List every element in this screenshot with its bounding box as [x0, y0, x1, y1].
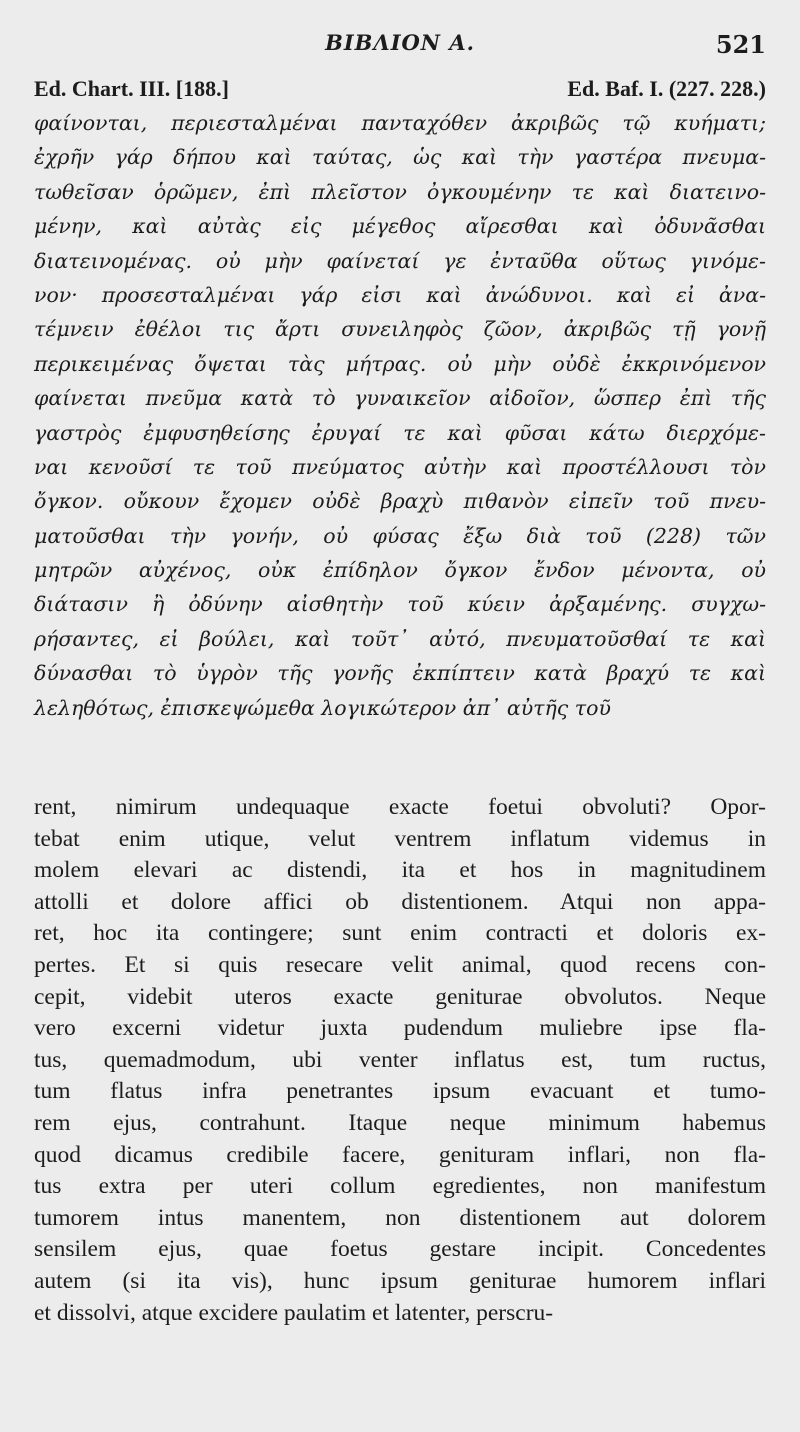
latin-text-line: vero excerni videtur juxta pudendum muliebre ipse fla- — [34, 1015, 766, 1042]
greek-text-line: ματοῦσθαι τὴν γονήν, οὐ φύσας ἔξω διὰ τοῦ (228) τῶν — [34, 523, 766, 548]
greek-text-line: ἐχρῆν γάρ δήπου καὶ ταύτας, ὡς καὶ τὴν γαστέρα πνευμα- — [34, 145, 766, 170]
greek-text-line: διατεινομένας. οὐ μὴν φαίνεταί γε ἐνταῦθα οὕτως γινόμε- — [34, 248, 766, 273]
latin-text-line: autem (si ita vis), hunc ipsum geniturae humorem inflari — [34, 1267, 766, 1294]
edition-reference-basel: Ed. Baf. I. (227. 228.) — [567, 76, 766, 101]
latin-text-line: cepit, videbit uteros exacte geniturae obvolutos. Neque — [34, 983, 766, 1010]
latin-text-line: tumorem intus manentem, non distentionem aut dolorem — [34, 1204, 766, 1231]
greek-text-line: μητρῶν αὐχένος, οὐκ ἐπίδηλον ὄγκον ἔνδον μένοντα, οὐ — [34, 558, 766, 583]
greek-text-line: νον· προσεσταλμέναι γάρ εἰσι καὶ ἀνώδυνοι. καὶ εἰ ἀνα- — [34, 282, 766, 307]
greek-text-line: γαστρὸς ἐμφυσηθείσης ἐρυγαί τε καὶ φῦσαι κάτω διερχόμε- — [34, 420, 766, 445]
greek-text-line: ὄγκον. οὔκουν ἔχομεν οὐδὲ βραχὺ πιθανὸν εἰπεῖν τοῦ πνευ- — [34, 489, 766, 514]
greek-text-line: μένην, καὶ αὐτὰς εἰς μέγεθος αἴρεσθαι καὶ ὀδυνᾶσθαι — [34, 214, 766, 239]
latin-text-block — [34, 792, 766, 1329]
greek-text-line: διάτασιν ἢ ὀδύνην αἰσθητὴν τοῦ κύειν ἀρξαμένης. συγχω- — [34, 592, 766, 617]
running-head: ΒΙΒΛΙΟΝ Α. — [325, 30, 475, 55]
latin-text-line: pertes. Et si quis resecare velit animal, quod recens con- — [34, 951, 766, 978]
edition-reference-chartier: Ed. Chart. III. [188.] — [34, 76, 229, 101]
latin-text-line: attolli et dolore affici ob distentionem. Atqui non appa- — [34, 888, 766, 915]
greek-text-line: φαίνεται πνεῦμα κατὰ τὸ γυναικεῖον αἰδοῖον, ὥσπερ ἐπὶ τῆς — [34, 386, 766, 411]
greek-text-line: τωθεῖσαν ὁρῶμεν, ἐπὶ πλεῖστον ὀγκουμένην τε καὶ διατεινο- — [34, 179, 766, 204]
greek-text-line: ναι κενοῦσί τε τοῦ πνεύματος αὐτὴν καὶ προστέλλουσι τὸν — [34, 454, 766, 479]
greek-text-line: φαίνονται, περιεσταλμέναι πανταχόθεν ἀκριβῶς τῷ κυήματι; — [34, 111, 766, 135]
latin-text-line: tebat enim utique, velut ventrem inflatum videmus in — [34, 825, 766, 852]
greek-text-line: ρήσαντες, εἰ βούλει, καὶ τοῦτ᾽ αὐτό, πνευματοῦσθαί τε καὶ — [34, 626, 766, 651]
latin-text-line: et dissolvi, atque excidere paulatim et latenter, perscru- — [34, 1299, 554, 1326]
latin-text-line: sensilem ejus, quae foetus gestare incipit. Concedentes — [34, 1236, 766, 1263]
latin-text-line: tum flatus infra penetrantes ipsum evacuant et tumo- — [34, 1078, 766, 1105]
greek-text-block — [34, 106, 766, 725]
latin-text-line: tus extra per uteri collum egredientes, non manifestum — [34, 1173, 766, 1200]
page-number: 521 — [715, 30, 766, 59]
latin-text-line: rent, nimirum undequaque exacte foetui obvoluti? Opor- — [34, 794, 766, 820]
greek-text-line: λεληθότως, ἐπισκεψώμεθα λογικώτερον ἀπ᾽ αὐτῆς τοῦ — [34, 695, 611, 720]
latin-text-line: ret, hoc ita contingere; sunt enim contracti et doloris ex- — [34, 920, 766, 947]
latin-text-line: rem ejus, contrahunt. Itaque neque minimum habemus — [34, 1109, 766, 1136]
greek-text-line: δύνασθαι τὸ ὑγρὸν τῆς γονῆς ἐκπίπτειν κατὰ βραχύ τε καὶ — [34, 661, 766, 686]
greek-text-line: περικειμένας ὄψεται τὰς μήτρας. οὐ μὴν οὐδὲ ἐκκρινόμενον — [34, 351, 766, 376]
latin-text-line: molem elevari ac distendi, ita et hos in magnitudinem — [34, 857, 766, 884]
greek-text-line: τέμνειν ἐθέλοι τις ἄρτι συνειληφὸς ζῶον, ἀκριβῶς τῇ γονῇ — [34, 317, 766, 342]
latin-text-line: tus, quemadmodum, ubi venter inflatus est, tum ructus, — [34, 1046, 766, 1073]
latin-text-line: quod dicamus credibile facere, genituram inflari, non fla- — [34, 1141, 766, 1168]
